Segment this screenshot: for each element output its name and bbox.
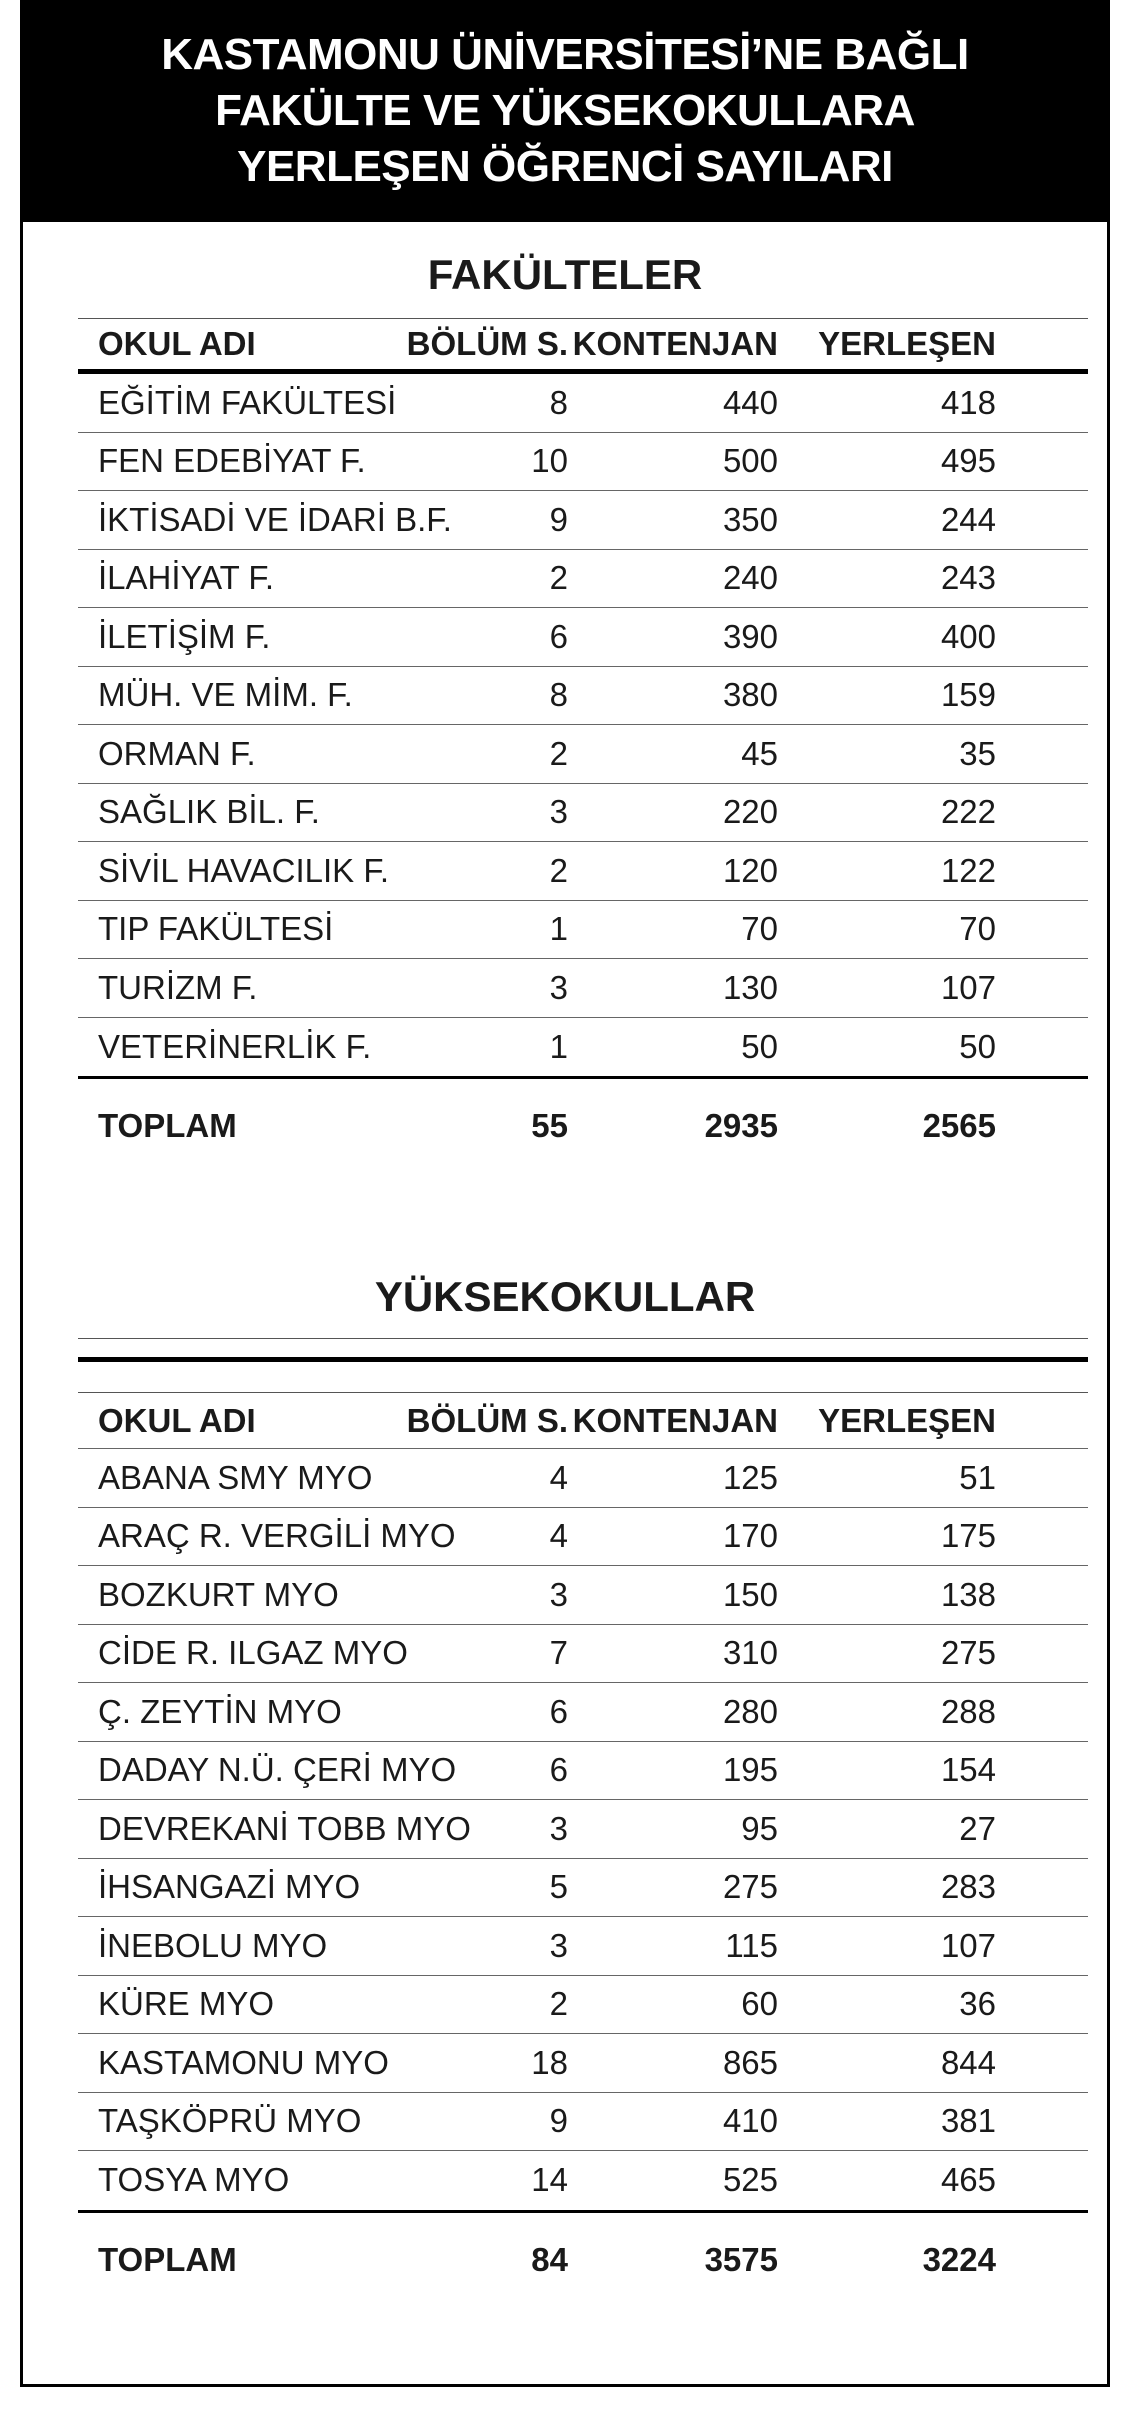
cell-placed: 107 <box>940 968 996 1006</box>
cell-departments: 3 <box>549 968 568 1006</box>
cell-quota: 170 <box>722 1517 778 1555</box>
cell-school: ORMAN F. <box>98 734 256 772</box>
cell-placed: 138 <box>940 1575 996 1613</box>
cell-placed: 844 <box>940 2043 996 2081</box>
cell-departments: 3 <box>549 793 568 831</box>
cell-placed: 222 <box>940 793 996 831</box>
cell-school: İNEBOLU MYO <box>98 1926 328 1964</box>
cell-placed: 244 <box>940 500 996 538</box>
table-row <box>78 667 1088 726</box>
cell-departments: 2 <box>549 851 568 889</box>
column-header-school: OKUL ADI <box>98 325 256 362</box>
table-row <box>78 1859 1088 1918</box>
column-header-quota: KONTENJAN <box>572 325 778 362</box>
cell-placed: 36 <box>959 1985 996 2023</box>
cell-quota: 120 <box>722 851 778 889</box>
column-header-school: OKUL ADI <box>98 1401 256 1439</box>
cell-quota: 50 <box>741 1027 778 1065</box>
cell-quota: 45 <box>741 734 778 772</box>
cell-school: TAŞKÖPRÜ MYO <box>98 2102 362 2140</box>
cell-placed: 50 <box>959 1027 996 1065</box>
cell-placed: 159 <box>940 676 996 714</box>
cell-departments: 3 <box>549 1575 568 1613</box>
table-row <box>78 374 1088 433</box>
faculties-section-title: FAKÜLTELER <box>427 251 703 298</box>
cell-placed: 243 <box>940 559 996 597</box>
total-placed: 2565 <box>922 1107 996 1145</box>
cell-departments: 6 <box>549 617 568 655</box>
table-row <box>78 1566 1088 1625</box>
faculties-table <box>78 318 1088 1156</box>
cell-quota: 280 <box>722 1692 778 1730</box>
cell-quota: 95 <box>741 1809 778 1847</box>
cell-school: VETERİNERLİK F. <box>98 1027 372 1065</box>
cell-departments: 8 <box>549 676 568 714</box>
column-header-quota: KONTENJAN <box>572 1401 778 1439</box>
cell-quota: 150 <box>722 1575 778 1613</box>
cell-placed: 381 <box>940 2102 996 2140</box>
table-row <box>78 901 1088 960</box>
table-row <box>78 491 1088 550</box>
cell-quota: 125 <box>722 1458 778 1496</box>
cell-school: KÜRE MYO <box>98 1985 275 2023</box>
cell-departments: 10 <box>531 442 568 480</box>
cell-departments: 8 <box>549 383 568 421</box>
total-quota: 2935 <box>704 1107 778 1145</box>
column-header-departments: BÖLÜM S. <box>406 1401 568 1439</box>
spacer <box>78 1362 1088 1392</box>
cell-quota: 410 <box>722 2102 778 2140</box>
cell-departments: 3 <box>549 1926 568 1964</box>
cell-school: DEVREKANİ TOBB MYO <box>98 1809 471 1847</box>
cell-placed: 154 <box>940 1751 996 1789</box>
table-row <box>78 433 1088 492</box>
cell-departments: 2 <box>549 1985 568 2023</box>
cell-school: KASTAMONU MYO <box>98 2043 389 2081</box>
table-row <box>78 1976 1088 2035</box>
cell-school: TIP FAKÜLTESİ <box>98 910 334 948</box>
cell-departments: 4 <box>549 1458 568 1496</box>
header-line-3: YERLEŞEN ÖĞRENCİ SAYILARI <box>237 142 893 191</box>
cell-quota: 240 <box>722 559 778 597</box>
cell-departments: 1 <box>549 1027 568 1065</box>
cell-school: İLETİŞİM F. <box>98 617 271 655</box>
table-row <box>78 1508 1088 1567</box>
cell-quota: 195 <box>722 1751 778 1789</box>
total-quota: 3575 <box>704 2240 778 2278</box>
cell-placed: 418 <box>940 383 996 421</box>
faculties-total-row <box>78 1097 1088 1156</box>
cell-departments: 18 <box>531 2043 568 2081</box>
cell-quota: 310 <box>722 1634 778 1672</box>
cell-quota: 390 <box>722 617 778 655</box>
cell-placed: 70 <box>959 910 996 948</box>
colleges-section-title: YÜKSEKOKULLAR <box>374 1273 756 1320</box>
cell-quota: 525 <box>722 2161 778 2199</box>
table-row <box>78 1800 1088 1859</box>
cell-quota: 440 <box>722 383 778 421</box>
cell-placed: 288 <box>940 1692 996 1730</box>
colleges-table <box>78 1338 1088 2289</box>
cell-school: ARAÇ R. VERGİLİ MYO <box>98 1517 456 1555</box>
cell-school: TURİZM F. <box>98 968 258 1006</box>
faculties-header-row <box>78 319 1088 369</box>
table-row <box>78 725 1088 784</box>
cell-placed: 27 <box>959 1809 996 1847</box>
total-departments: 84 <box>531 2240 568 2278</box>
table-row <box>78 608 1088 667</box>
cell-placed: 122 <box>940 851 996 889</box>
cell-quota: 500 <box>722 442 778 480</box>
table-row <box>78 1449 1088 1508</box>
cell-school: İHSANGAZİ MYO <box>98 1868 361 1906</box>
header-banner <box>23 0 1107 222</box>
table-row <box>78 2034 1088 2093</box>
cell-departments: 3 <box>549 1809 568 1847</box>
header-line-1: KASTAMONU ÜNİVERSİTESİ’NE BAĞLI <box>161 30 969 79</box>
cell-placed: 35 <box>959 734 996 772</box>
colleges-total-row <box>78 2231 1088 2290</box>
cell-quota: 130 <box>722 968 778 1006</box>
cell-departments: 9 <box>549 500 568 538</box>
table-row <box>78 842 1088 901</box>
cell-quota: 70 <box>741 910 778 948</box>
cell-departments: 14 <box>531 2161 568 2199</box>
cell-school: SİVİL HAVACILIK F. <box>98 851 389 889</box>
cell-school: FEN EDEBİYAT F. <box>98 442 366 480</box>
spacer <box>78 1339 1088 1357</box>
header-line-2: FAKÜLTE VE YÜKSEKOKULLARA <box>215 86 915 135</box>
cell-school: İKTİSADİ VE İDARİ B.F. <box>98 500 452 538</box>
cell-departments: 5 <box>549 1868 568 1906</box>
cell-school: ABANA SMY MYO <box>98 1458 373 1496</box>
cell-departments: 2 <box>549 559 568 597</box>
cell-placed: 107 <box>940 1926 996 1964</box>
cell-departments: 6 <box>549 1692 568 1730</box>
table-row <box>78 1742 1088 1801</box>
table-row <box>78 784 1088 843</box>
cell-quota: 220 <box>722 793 778 831</box>
cell-placed: 495 <box>940 442 996 480</box>
cell-school: DADAY N.Ü. ÇERİ MYO <box>98 1751 457 1789</box>
cell-departments: 1 <box>549 910 568 948</box>
faculties-rows <box>78 374 1088 1076</box>
total-departments: 55 <box>531 1107 568 1145</box>
cell-placed: 175 <box>940 1517 996 1555</box>
total-placed: 3224 <box>922 2240 996 2278</box>
table-row <box>78 550 1088 609</box>
cell-placed: 465 <box>940 2161 996 2199</box>
column-header-departments: BÖLÜM S. <box>406 325 568 362</box>
cell-quota: 275 <box>722 1868 778 1906</box>
cell-departments: 7 <box>549 1634 568 1672</box>
table-row <box>78 1625 1088 1684</box>
colleges-header-row <box>78 1393 1088 1449</box>
cell-school: CİDE R. ILGAZ MYO <box>98 1634 408 1672</box>
cell-placed: 275 <box>940 1634 996 1672</box>
infographic-frame <box>20 0 1110 2387</box>
cell-placed: 51 <box>959 1458 996 1496</box>
column-header-placed: YERLEŞEN <box>818 325 996 362</box>
cell-school: BOZKURT MYO <box>98 1575 339 1613</box>
cell-school: Ç. ZEYTİN MYO <box>98 1692 342 1730</box>
cell-school: SAĞLIK BİL. F. <box>98 793 320 831</box>
cell-school: EĞİTİM FAKÜLTESİ <box>98 383 397 421</box>
table-row <box>78 1683 1088 1742</box>
table-row <box>78 959 1088 1018</box>
cell-departments: 6 <box>549 1751 568 1789</box>
total-label: TOPLAM <box>98 1107 237 1145</box>
cell-quota: 60 <box>741 1985 778 2023</box>
cell-quota: 115 <box>725 1926 778 1964</box>
cell-placed: 400 <box>940 617 996 655</box>
table-row <box>78 2093 1088 2152</box>
column-header-placed: YERLEŞEN <box>818 1401 996 1439</box>
total-label: TOPLAM <box>98 2240 237 2278</box>
table-row <box>78 1018 1088 1077</box>
cell-quota: 865 <box>722 2043 778 2081</box>
cell-departments: 9 <box>549 2102 568 2140</box>
table-row <box>78 2151 1088 2210</box>
cell-school: MÜH. VE MİM. F. <box>98 676 353 714</box>
cell-departments: 2 <box>549 734 568 772</box>
table-row <box>78 1917 1088 1976</box>
cell-departments: 4 <box>549 1517 568 1555</box>
cell-placed: 283 <box>940 1868 996 1906</box>
cell-quota: 380 <box>722 676 778 714</box>
cell-school: TOSYA MYO <box>98 2161 290 2199</box>
colleges-rows <box>78 1449 1088 2210</box>
cell-school: İLAHİYAT F. <box>98 559 275 597</box>
cell-quota: 350 <box>722 500 778 538</box>
